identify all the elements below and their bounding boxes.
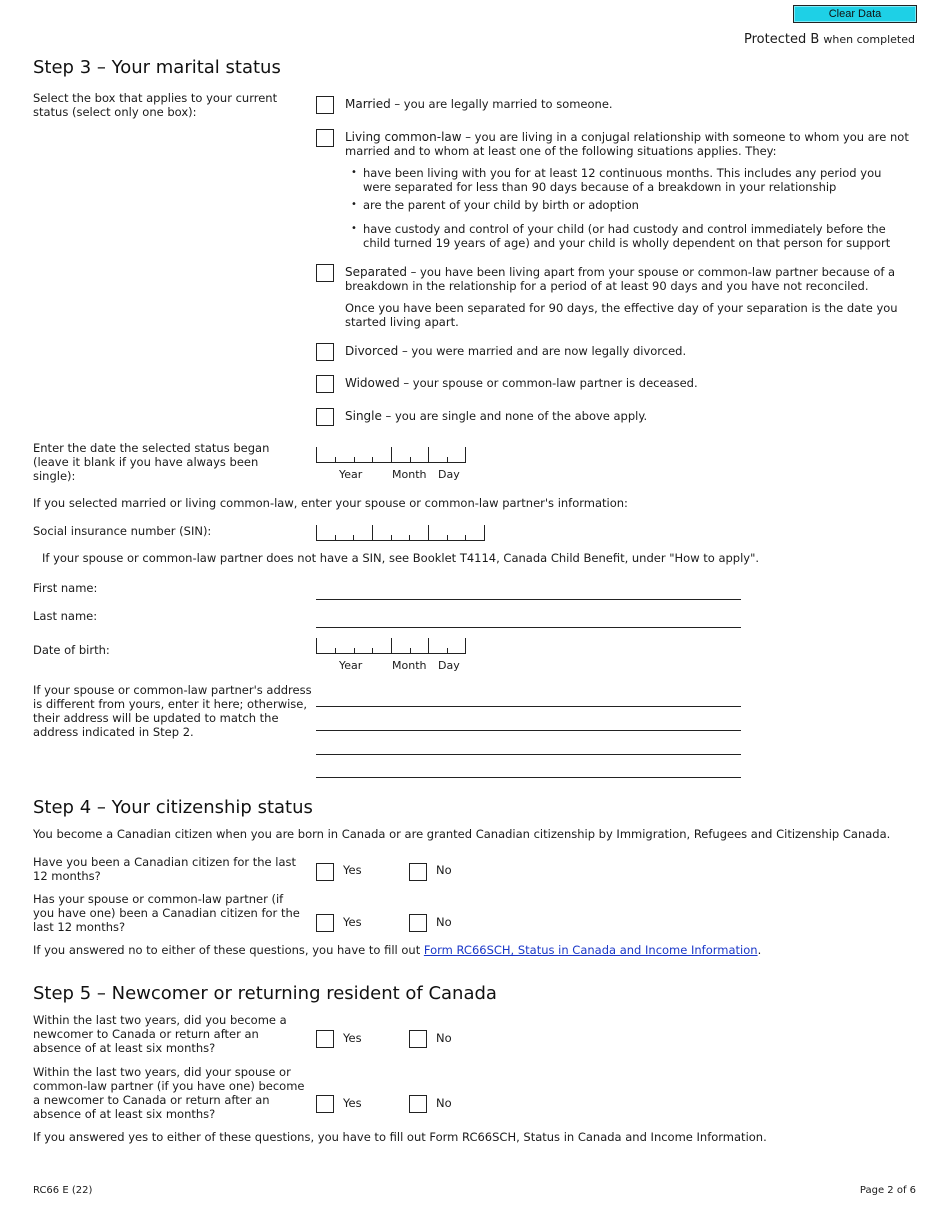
common-law-bullet-3: • have custody and control of your child (or had custody and control immediately before the child turned 19 years of age) and your child is wholly dependent on that person for support bbox=[363, 222, 903, 250]
last-name-label: Last name: bbox=[33, 609, 98, 623]
widowed-label: Widowed – your spouse or common-law partner is deceased. bbox=[345, 376, 698, 390]
last-name-field[interactable] bbox=[316, 627, 741, 628]
dob-year[interactable] bbox=[316, 638, 392, 654]
newcomer-q1-no-label: No bbox=[436, 1031, 452, 1045]
single-label: Single – you are single and none of the above apply. bbox=[345, 409, 648, 423]
step3-title: Step 3 – Your marital status bbox=[33, 57, 281, 78]
citizen-q2-no-label: No bbox=[436, 915, 452, 929]
dob-month-label: Month bbox=[392, 659, 427, 672]
status-date-year-label: Year bbox=[339, 468, 363, 481]
marital-instruction: Select the box that applies to your current status (select only one box): bbox=[33, 91, 278, 119]
common-law-bullet-1: • have been living with you for at least 12 continuous months. This includes any period you were separated for less than 90 days because of a breakdown in your relationship bbox=[363, 166, 903, 194]
citizen-q1-no-label: No bbox=[436, 863, 452, 877]
newcomer-q1-yes-label: Yes bbox=[343, 1031, 362, 1045]
dob-year-label: Year bbox=[339, 659, 363, 672]
newcomer-note: If you answered yes to either of these questions, you have to fill out Form RC66SCH, Status in Canada and Income Information. bbox=[33, 1130, 767, 1144]
sin-note: If your spouse or common-law partner does not have a SIN, see Booklet T4114, Canada Child Benefit, under "How to apply". bbox=[42, 551, 760, 565]
status-date-label: Enter the date the selected status began (leave it blank if you have always been single): bbox=[33, 441, 270, 483]
form-code: RC66 E (22) bbox=[33, 1185, 93, 1196]
sin-part-2[interactable] bbox=[372, 525, 429, 541]
citizen-q1-no-checkbox[interactable] bbox=[409, 863, 427, 881]
newcomer-q2-label: Within the last two years, did your spouse or common-law partner (if you have one) become a newcomer to Canada or return after an absence of at least six months? bbox=[33, 1065, 305, 1121]
divorced-checkbox[interactable] bbox=[316, 343, 334, 361]
address-line-1[interactable] bbox=[316, 706, 741, 707]
sin-part-1[interactable] bbox=[316, 525, 373, 541]
address-label: If your spouse or common-law partner's address is different from yours, enter it here; otherwise, their address will be updated to match the address indicated in Step 2. bbox=[33, 683, 312, 739]
first-name-field[interactable] bbox=[316, 599, 741, 600]
page-number: Page 2 of 6 bbox=[859, 1185, 916, 1196]
married-checkbox[interactable] bbox=[316, 96, 334, 114]
dob-month[interactable] bbox=[391, 638, 429, 654]
citizen-q1-yes-checkbox[interactable] bbox=[316, 863, 334, 881]
status-date-day[interactable] bbox=[428, 447, 466, 463]
common-law-label: Living common-law – you are living in a conjugal relationship with someone to whom you are not married and to whom at least one of the following situations applies. They: bbox=[345, 130, 909, 158]
protected-label: Protected B when completed bbox=[744, 32, 915, 47]
common-law-checkbox[interactable] bbox=[316, 129, 334, 147]
newcomer-q2-no-label: No bbox=[436, 1096, 452, 1110]
step4-title: Step 4 – Your citizenship status bbox=[33, 797, 313, 818]
status-date-year[interactable] bbox=[316, 447, 392, 463]
address-line-2[interactable] bbox=[316, 730, 741, 731]
citizenship-note: If you answered no to either of these questions, you have to fill out Form RC66SCH, Status in Canada and Income Information. bbox=[33, 943, 762, 957]
dob-day-label: Day bbox=[438, 659, 460, 672]
rc66sch-link[interactable]: Form RC66SCH, Status in Canada and Income Information bbox=[423, 943, 758, 957]
citizenship-intro: You become a Canadian citizen when you are born in Canada or are granted Canadian citizenship by Immigration, Refugees and Citizenship Canada. bbox=[33, 827, 891, 841]
citizen-q2-yes-checkbox[interactable] bbox=[316, 914, 334, 932]
widowed-checkbox[interactable] bbox=[316, 375, 334, 393]
citizen-q1-yes-label: Yes bbox=[343, 863, 362, 877]
newcomer-q2-yes-label: Yes bbox=[343, 1096, 362, 1110]
dob-day[interactable] bbox=[428, 638, 466, 654]
dob-label: Date of birth: bbox=[33, 643, 110, 657]
separated-note: Once you have been separated for 90 days, the effective day of your separation is the date you started living apart. bbox=[345, 301, 898, 329]
citizen-q2-no-checkbox[interactable] bbox=[409, 914, 427, 932]
newcomer-q1-no-checkbox[interactable] bbox=[409, 1030, 427, 1048]
status-date-month[interactable] bbox=[391, 447, 429, 463]
spouse-info-intro: If you selected married or living common-law, enter your spouse or common-law partner's information: bbox=[33, 496, 628, 510]
status-date-month-label: Month bbox=[392, 468, 427, 481]
citizen-q2-label: Has your spouse or common-law partner (if you have one) been a Canadian citizen for the last 12 months? bbox=[33, 892, 300, 934]
newcomer-q2-yes-checkbox[interactable] bbox=[316, 1095, 334, 1113]
single-checkbox[interactable] bbox=[316, 408, 334, 426]
separated-label: Separated – you have been living apart from your spouse or common-law partner because of a breakdown in the relationship for a period of at least 90 days and you have not reconciled. bbox=[345, 265, 896, 293]
newcomer-q2-no-checkbox[interactable] bbox=[409, 1095, 427, 1113]
address-line-3[interactable] bbox=[316, 754, 741, 755]
newcomer-q1-label: Within the last two years, did you become a newcomer to Canada or return after an absence of at least six months? bbox=[33, 1013, 287, 1055]
married-label: Married – you are legally married to someone. bbox=[345, 97, 613, 111]
first-name-label: First name: bbox=[33, 581, 98, 595]
address-line-4[interactable] bbox=[316, 777, 741, 778]
newcomer-q1-yes-checkbox[interactable] bbox=[316, 1030, 334, 1048]
sin-label: Social insurance number (SIN): bbox=[33, 524, 212, 538]
divorced-label: Divorced – you were married and are now legally divorced. bbox=[345, 344, 687, 358]
citizen-q1-label: Have you been a Canadian citizen for the last 12 months? bbox=[33, 855, 297, 883]
clear-data-button[interactable]: Clear Data bbox=[793, 5, 917, 23]
sin-part-3[interactable] bbox=[428, 525, 485, 541]
common-law-bullet-2: • are the parent of your child by birth or adoption bbox=[363, 198, 903, 212]
step5-title: Step 5 – Newcomer or returning resident of Canada bbox=[33, 983, 497, 1004]
separated-checkbox[interactable] bbox=[316, 264, 334, 282]
citizen-q2-yes-label: Yes bbox=[343, 915, 362, 929]
status-date-day-label: Day bbox=[438, 468, 460, 481]
